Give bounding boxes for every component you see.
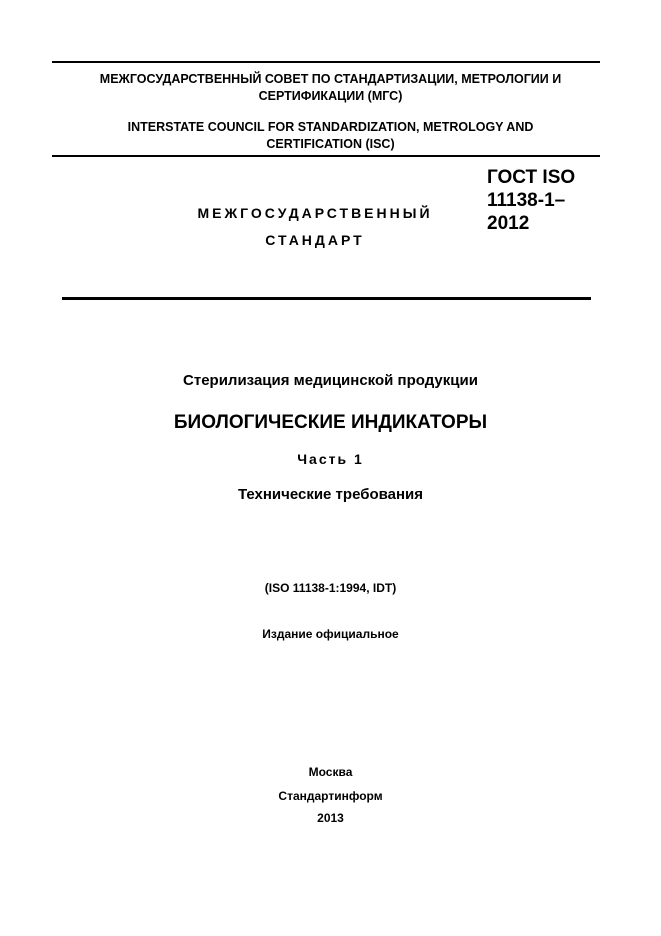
council-name-ru	[0, 71, 661, 105]
council-name-en-line2: CERTIFICATION (ISC)	[266, 137, 395, 151]
standard-designation-line1: ГОСТ ISO	[487, 167, 576, 188]
standard-designation	[487, 166, 607, 235]
edition-label: Издание официальное	[262, 627, 399, 641]
header-rule	[52, 155, 600, 157]
document-subject: Стерилизация медицинской продукции	[183, 372, 478, 389]
council-name-ru-line2: СЕРТИФИКАЦИИ (МГС)	[258, 89, 403, 103]
imprint-publisher: Стандартинформ	[278, 789, 383, 803]
document-title: БИОЛОГИЧЕСКИЕ ИНДИКАТОРЫ	[173, 412, 488, 433]
council-name-en-line1: INTERSTATE COUNCIL FOR STANDARDIZATION, METROLOGY AND	[127, 120, 534, 134]
imprint-city: Москва	[308, 765, 353, 779]
document-part-title: Технические требования	[237, 486, 424, 503]
document-part: Часть 1	[297, 451, 364, 467]
standard-type-line1: МЕЖГОСУДАРСТВЕННЫЙ	[197, 205, 433, 221]
standard-designation-line3: 2012	[487, 213, 530, 234]
standard-designation-line2: 11138-1–	[487, 190, 566, 211]
imprint-year: 2013	[317, 811, 344, 825]
designation-rule	[62, 297, 591, 300]
council-name-ru-line1: МЕЖГОСУДАРСТВЕННЫЙ СОВЕТ ПО СТАНДАРТИЗАЦИИ, МЕТРОЛОГИИ И	[99, 72, 562, 86]
standard-type-line2: СТАНДАРТ	[265, 232, 365, 248]
iso-reference: (ISO 11138-1:1994, IDT)	[264, 581, 397, 595]
top-rule	[52, 61, 600, 63]
council-name-en	[0, 119, 661, 153]
